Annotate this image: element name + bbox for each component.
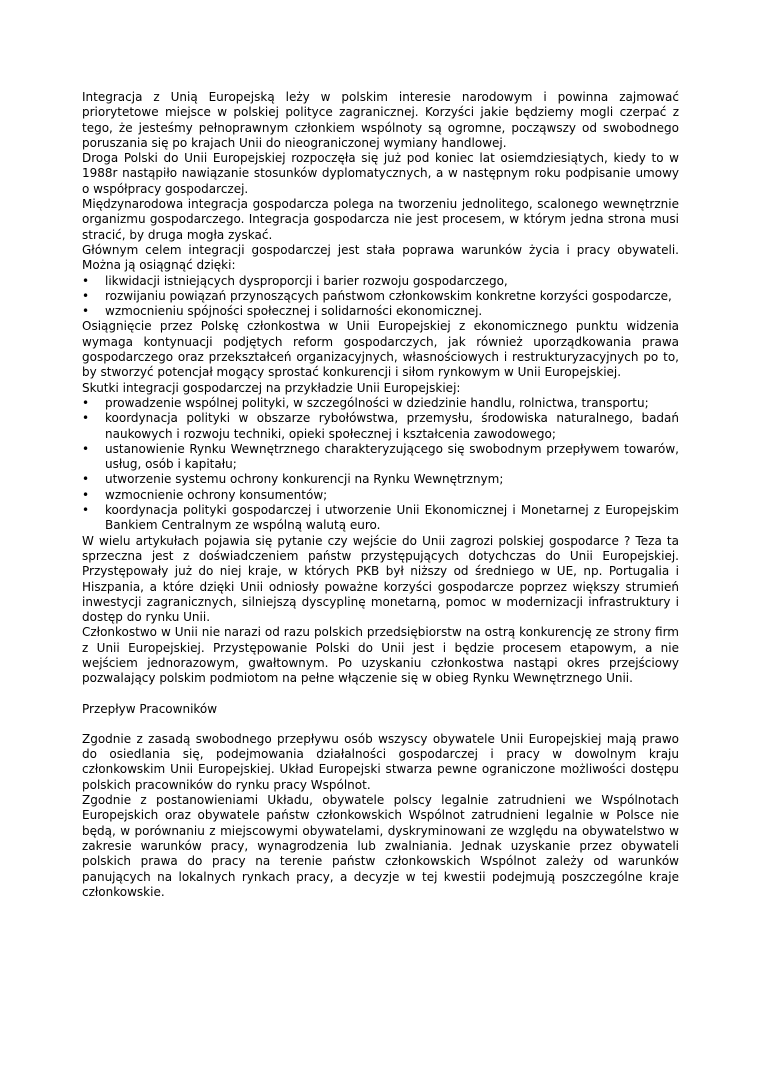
list-item — [82, 488, 679, 503]
bullet-icon: • — [82, 395, 90, 410]
paragraph-intro: Integracja z Unią Europejską leży w polskim interesie narodowym i powinna zajmować priorytetowe miejsce w polskiej polityce zagranicznej. Korzyści jakie będziemy mogli czerpać z tego, że jesteśmy pełnoprawnym członkiem wspólnoty są ogromne, począwszy od swobodnego poruszania się po krajach Unii do nieograniczonej wymiany handlowej. — [82, 90, 679, 150]
spacer — [82, 687, 679, 702]
paragraph-free-movement: Zgodnie z zasadą swobodnego przepływu osób wszyscy obywatele Unii Europejskiej mają prawo do osiedlania się, podejmowania działalności gospodarczej i pracy w dowolnym kraju członkowskim Unii Europejskiej. Układ Europejski stwarza pewne ograniczone możliwości dostępu polskich pracowników do rynku pracy Wspólnot. — [82, 731, 679, 792]
section-heading: Przepływ Pracowników — [82, 701, 218, 716]
paragraph-effects-intro: Skutki integracji gospodarczej na przykładzie Unii Europejskiej: — [82, 380, 461, 395]
list-item — [82, 289, 679, 304]
list-item-text: wzmocnienie ochrony konsumentów; — [105, 487, 328, 502]
bullet-icon: • — [82, 273, 90, 288]
list-item — [82, 304, 679, 319]
list-item-text: prowadzenie wspólnej polityki, w szczególności w dziedzinie handlu, rolnictwa, transportu; — [105, 395, 649, 410]
list-item — [82, 274, 679, 289]
list-item — [82, 472, 679, 487]
paragraph-history: Droga Polski do Unii Europejskiej rozpoczęła się już pod koniec lat osiemdziesiątych, kiedy to w 1988r nastąpiło nawiązanie stosunków dyplomatycznych, a w następnym roku podpisanie umowy o współpracy gospodarczej. — [82, 151, 679, 196]
paragraph-integration-definition: Międzynarodowa integracja gospodarcza polega na tworzeniu jednolitego, scalonego wewnętrznie organizmu gospodarczego. Integracja gospodarcza nie jest procesem, w którym jedna strona musi stracić, by druga mogła zyskać. — [82, 197, 679, 242]
paragraph-main-goal: Głównym celem integracji gospodarczej jest stała poprawa warunków życia i pracy obywateli. Można ją osiągnąć dzięki: — [82, 242, 679, 273]
list-item-text: utworzenie systemu ochrony konkurencji na Rynku Wewnętrznym; — [105, 472, 504, 487]
list-item-text: koordynacja polityki w obszarze rybołówstwa, przemysłu, środowiska naturalnego, badań naukowych i rozwoju techniki, opieki społecznej i kształcenia zawodowego; — [105, 411, 679, 441]
paragraph-threat-question: W wielu artykułach pojawia się pytanie czy wejście do Unii zagrozi polskiej gospodarce ? Teza ta sprzeczna jest z doświadczeniem państw przystępujących dotychczas do Unii Europejskiej. Przystępowały już do niej kraje, w których PKB był niższy od średniego w UE, np. Portugalia i Hiszpania, a które dzięki Unii odniosły poważne korzyści gospodarcze poprzez większy strumień inwestycji zagranicznych, silniejszą dyscyplinę monetarną, pomoc w modernizacji infrastruktury i dostęp do rynku Unii. — [82, 533, 679, 625]
bullet-icon: • — [82, 441, 90, 456]
document-page — [82, 90, 679, 900]
paragraph-agreement-provisions: Zgodnie z postanowieniami Układu, obywatele polscy legalnie zatrudnieni we Wspólnotach Europejskich oraz obywatele państw członkowskich Wspólnot zatrudnieni legalnie w Polsce nie będą, w porównaniu z miejscowymi obywatelami, dyskryminowani ze względu na obywatelstwo w zakresie warunków pracy, wynagrodzenia lub zwalniania. Jednak uzyskanie przez obywateli polskich prawa do pracy na terenie państw członkowskich Wspólnot zależy od warunków panujących na lokalnych rynkach pracy, a decyzje w tej kwestii podejmują poszczególne kraje członkowskie. — [82, 793, 679, 899]
list-item-text: rozwijaniu powiązań przynoszących państwom członkowskim konkretne korzyści gospodarcze, — [105, 288, 672, 303]
list-item — [82, 442, 679, 473]
list-item-text: likwidacji istniejących dysproporcji i barier rozwoju gospodarczego, — [105, 273, 508, 288]
bullet-icon: • — [82, 487, 90, 502]
list-item — [82, 411, 679, 442]
bullet-icon: • — [82, 304, 90, 319]
list-item — [82, 396, 679, 411]
paragraph-membership: Osiągnięcie przez Polskę członkostwa w Unii Europejskiej z ekonomicznego punktu widzenia wymaga kontynuacji podjętych reform gospodarczych, jak również uporządkowania prawa gospodarczego oraz przekształceń organizacyjnych, własnościowych i restrukturyzacyjnych po to, by stworzyć potencjał mogący sprostać konkurencji i siłom rynkowym w Unii Europejskiej. — [82, 319, 679, 380]
list-item — [82, 503, 679, 534]
list-item-text: wzmocnieniu spójności społecznej i solidarności ekonomicznej. — [105, 304, 483, 319]
bullet-icon: • — [82, 288, 90, 303]
list-item-text: koordynacja polityki gospodarczej i utworzenie Unii Ekonomicznej i Monetarnej z Europejskim Bankiem Centralnym ze wspólną walutą euro. — [105, 503, 679, 533]
bullet-icon: • — [82, 503, 90, 518]
paragraph-competition: Członkostwo w Unii nie narazi od razu polskich przedsiębiorstw na ostrą konkurencję ze strony firm z Unii Europejskiej. Przystępowanie Polski do Unii jest i będzie procesem etapowym, a nie wejściem jednorazowym, gwałtownym. Po uzyskaniu członkostwa nastąpi okres przejściowy pozwalający polskim podmiotom na pełne włączenie się w obieg Rynku Wewnętrznego Unii. — [82, 625, 679, 686]
effects-list — [82, 396, 679, 534]
goals-list — [82, 274, 679, 320]
list-item-text: ustanowienie Rynku Wewnętrznego charakteryzującego się swobodnym przepływem towarów, usług, osób i kapitału; — [105, 441, 679, 472]
bullet-icon: • — [82, 472, 90, 487]
bullet-icon: • — [82, 411, 90, 426]
spacer — [82, 717, 679, 732]
